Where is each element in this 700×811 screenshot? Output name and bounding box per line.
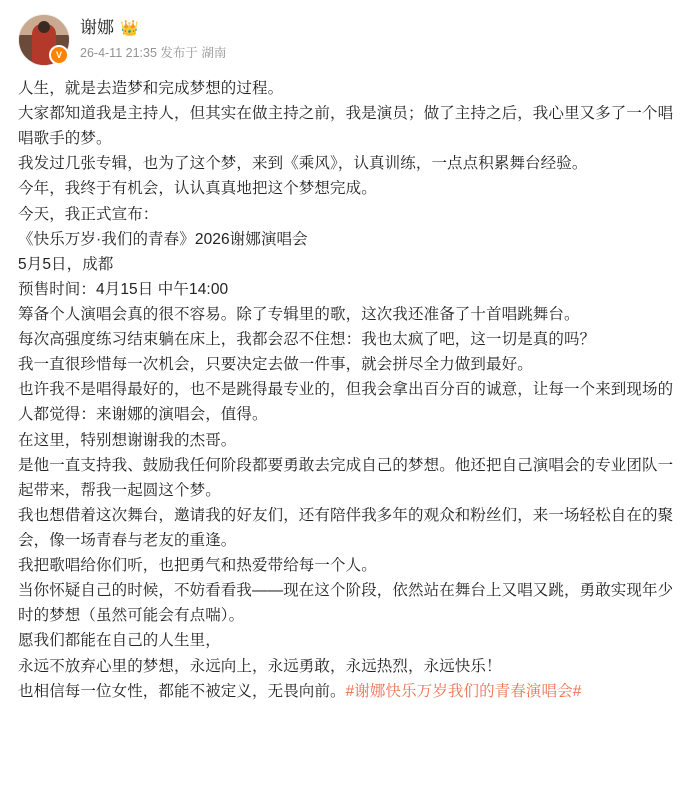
post-paragraph: 我也想借着这次舞台，邀请我的好友们，还有陪伴我多年的观众和粉丝们，来一场轻松自在的聚会，像一场青春与老友的重逢。 bbox=[18, 506, 674, 549]
post-paragraph: 《快乐万岁·我们的青春》2026谢娜演唱会 bbox=[18, 230, 308, 248]
post-paragraph: 永远不放弃心里的梦想，永远向上，永远勇敢，永远热烈，永远快乐！ bbox=[18, 657, 502, 675]
post-paragraph: 是他一直支持我、鼓励我任何阶段都要勇敢去完成自己的梦想。他还把自己演唱会的专业团队一起带来，帮我一起圆这个梦。 bbox=[18, 456, 674, 499]
post-paragraph: 今天，我正式宣布： bbox=[18, 205, 159, 223]
crown-icon: 👑 bbox=[120, 19, 139, 37]
post-header bbox=[18, 14, 682, 70]
post-paragraph: 筹备个人演唱会真的很不容易。除了专辑里的歌，这次我还准备了十首唱跳舞台。 bbox=[18, 305, 580, 323]
post-paragraph: 我把歌唱给你们听，也把勇气和热爱带给每一个人。 bbox=[18, 557, 377, 575]
post-paragraph: 5月5日，成都 bbox=[18, 255, 114, 273]
post-timestamp-source bbox=[80, 45, 226, 61]
avatar-head bbox=[38, 21, 50, 33]
post-final-text: 也相信每一位女性，都能不被定义，无畏向前。 bbox=[18, 682, 346, 700]
post-paragraph: 人生，就是去造梦和完成梦想的过程。 bbox=[18, 80, 284, 97]
post-paragraph: 也许我不是唱得最好的，也不是跳得最专业的，但我会拿出百分百的诚意，让每一个来到现场的人都觉得：来谢娜的演唱会，值得。 bbox=[18, 381, 674, 424]
author-row bbox=[80, 18, 226, 38]
post-paragraph: 大家都知道我是主持人，但其实在做主持之前，我是演员；做了主持之后，我心里又多了一个唱唱歌手的梦。 bbox=[18, 105, 674, 148]
post-meta bbox=[80, 14, 226, 62]
post-timestamp: 26-4-11 21:35 bbox=[80, 46, 157, 61]
post-paragraph: 今年，我终于有机会，认认真真地把这个梦想完成。 bbox=[18, 180, 377, 198]
post-paragraph: 当你怀疑自己的时候，不妨看看我——现在这个阶段，依然站在舞台上又唱又跳，勇敢实现年少时的梦想（虽然可能会有点喘）。 bbox=[18, 582, 674, 625]
post-final-paragraph bbox=[18, 679, 682, 704]
post-paragraph: 我一直很珍惜每一次机会，只要决定去做一件事，就会拼尽全力做到最好。 bbox=[18, 356, 533, 374]
post-paragraph: 在这里，特别想谢谢我的杰哥。 bbox=[18, 431, 237, 449]
post-paragraph: 每次高强度练习结束躺在床上，我都会忍不住想：我也太疯了吧，这一切是真的吗？ bbox=[18, 331, 596, 349]
verified-badge-icon: V bbox=[49, 45, 69, 65]
post-content bbox=[18, 70, 682, 714]
post-source: 发布于 湖南 bbox=[160, 46, 227, 61]
post-paragraph: 预售时间：4月15日 中午14:00 bbox=[18, 280, 229, 298]
avatar[interactable] bbox=[18, 14, 68, 64]
author-name[interactable]: 谢娜 bbox=[80, 18, 114, 37]
post-paragraph: 我发过几张专辑，也为了这个梦，来到《乘风》，认真训练，一点点积累舞台经验。 bbox=[18, 155, 588, 173]
hashtag-link[interactable]: #谢娜快乐万岁我们的青春演唱会# bbox=[345, 682, 582, 700]
post-paragraph: 愿我们都能在自己的人生里， bbox=[18, 632, 221, 650]
